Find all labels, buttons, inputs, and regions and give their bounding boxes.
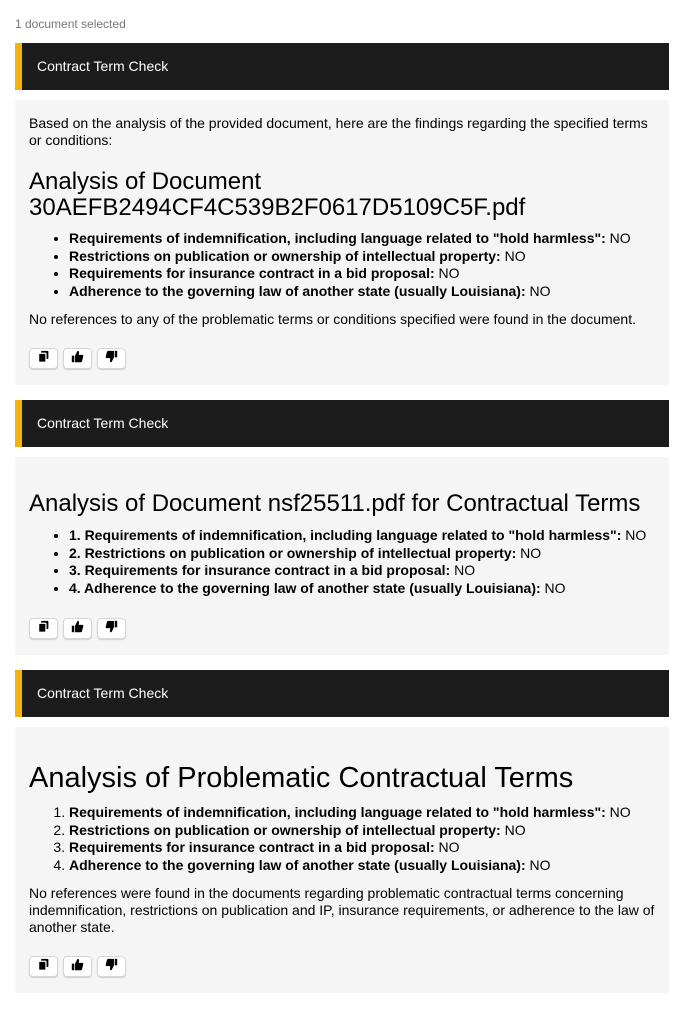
thumbs-up-icon xyxy=(71,620,84,638)
list-item: 3. Requirements for insurance contract in a bid proposal: NO xyxy=(69,839,686,857)
result-card-1 xyxy=(15,100,669,385)
result-card-2 xyxy=(15,457,669,655)
selection-status: 1 document selected xyxy=(15,17,126,31)
copy-icon xyxy=(37,350,50,368)
thumbs-down-icon xyxy=(105,350,118,368)
list-item: • 2. Restrictions on publication or ownership of intellectual property: NO xyxy=(69,545,686,563)
thumbs-up-button[interactable] xyxy=(63,348,92,369)
list-item: 2. Restrictions on publication or ownership of intellectual property: NO xyxy=(69,822,686,840)
copy-button[interactable] xyxy=(29,956,58,977)
card-header-title: Contract Term Check xyxy=(15,670,669,717)
card-header-title: Contract Term Check xyxy=(15,400,669,447)
findings-list xyxy=(29,230,686,300)
thumbs-up-icon xyxy=(71,350,84,368)
analysis-title: Analysis of Problematic Contractual Terms xyxy=(29,762,574,794)
conclusion-text: No references were found in the documents regarding problematic contractual terms concerning indemnification, restrictions on publication and IP, insurance requirements, or adherence to the law of another state. xyxy=(29,885,655,935)
card-header-1 xyxy=(15,43,669,90)
copy-icon xyxy=(37,620,50,638)
findings-list xyxy=(29,527,686,597)
findings-list xyxy=(29,804,686,874)
list-item: 4. Adherence to the governing law of another state (usually Louisiana): NO xyxy=(69,857,686,875)
list-item: 1. Requirements of indemnification, including language related to "hold harmless": NO xyxy=(69,804,686,822)
analysis-title: Analysis of Document 30AEFB2494CF4C539B2F0617D5109C5F.pdf xyxy=(29,168,526,221)
thumbs-down-button[interactable] xyxy=(97,956,126,977)
card-header-3 xyxy=(15,670,669,717)
card-header-title: Contract Term Check xyxy=(15,43,669,90)
copy-button[interactable] xyxy=(29,348,58,369)
thumbs-down-button[interactable] xyxy=(97,348,126,369)
thumbs-down-button[interactable] xyxy=(97,618,126,639)
feedback-actions xyxy=(29,618,126,639)
list-item: • Restrictions on publication or ownership of intellectual property: NO xyxy=(69,248,686,266)
list-item: • 3. Requirements for insurance contract in a bid proposal: NO xyxy=(69,562,686,580)
thumbs-up-button[interactable] xyxy=(63,618,92,639)
thumbs-up-button[interactable] xyxy=(63,956,92,977)
thumbs-down-icon xyxy=(105,958,118,976)
copy-icon xyxy=(37,958,50,976)
feedback-actions xyxy=(29,348,126,369)
list-item: • 1. Requirements of indemnification, including language related to "hold harmless": NO xyxy=(69,527,686,545)
result-card-3 xyxy=(15,727,669,993)
feedback-actions xyxy=(29,956,126,977)
list-item: • Requirements for insurance contract in a bid proposal: NO xyxy=(69,265,686,283)
intro-text: Based on the analysis of the provided document, here are the findings regarding the specified terms or conditions: xyxy=(29,115,648,148)
card-header-2 xyxy=(15,400,669,447)
thumbs-up-icon xyxy=(71,958,84,976)
list-item: • Requirements of indemnification, including language related to "hold harmless": NO xyxy=(69,230,686,248)
copy-button[interactable] xyxy=(29,618,58,639)
list-item: • 4. Adherence to the governing law of another state (usually Louisiana): NO xyxy=(69,580,686,598)
thumbs-down-icon xyxy=(105,620,118,638)
analysis-title: Analysis of Document nsf25511.pdf for Contractual Terms xyxy=(29,490,641,517)
conclusion-text: No references to any of the problematic terms or conditions specified were found in the document. xyxy=(29,311,636,327)
list-item: • Adherence to the governing law of another state (usually Louisiana): NO xyxy=(69,283,686,301)
